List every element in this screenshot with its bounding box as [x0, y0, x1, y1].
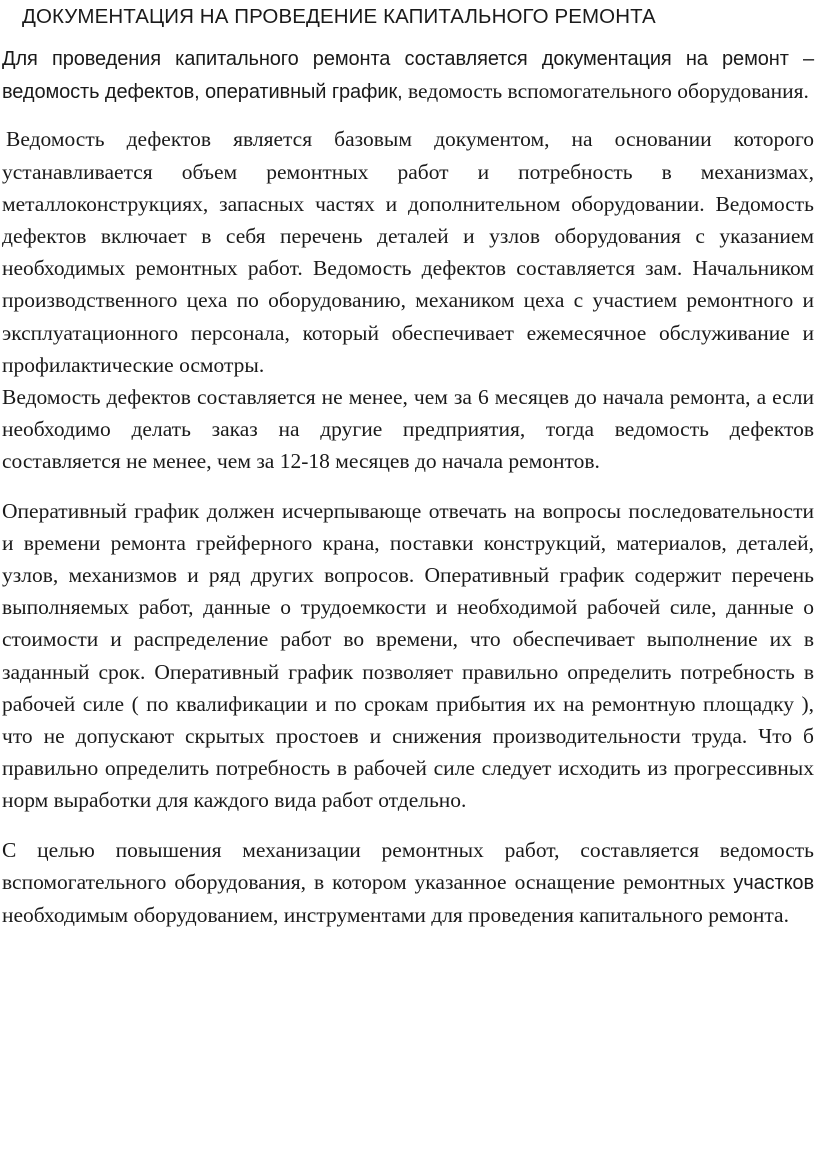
closing-sans-word: участков: [733, 871, 814, 894]
closing-text-after: необходимым оборудованием, инструментами для проведения капитального ремонта.: [2, 903, 789, 928]
intro-lead-text: Для проведения капитального ремонта составляется документация на ремонт – ведомость дефектов, оперативный график,: [2, 48, 814, 104]
paragraph-defects-timing: Ведомость дефектов составляется не менее, чем за 6 месяцев до начала ремонта, а если необходимо делать заказ на другие предприятия, тогда ведомость дефектов составляется не менее, чем за 12-18 месяцев до начала ремонтов.: [2, 385, 814, 474]
document-title: ДОКУМЕНТАЦИЯ НА ПРОВЕДЕНИЕ КАПИТАЛЬНОГО РЕМОНТА: [22, 5, 656, 28]
paragraph-defects-list: Ведомость дефектов является базовым документом, на основании которого устанавливается объем ремонтных работ и потребность в механизмах, металлоконструкциях, запасных частях и дополнительном оборудовании. Ведомость дефектов включает в себя перечень деталей и узлов оборудования с указанием необходимых ремонтных работ. Ведомость дефектов составляется зам. Начальником производственного цеха по оборудованию, механиком цеха с участием ремонтного и эксплуатационного персонала, который обеспечивает ежемесячное обслуживание и профилактические осмотры.: [2, 127, 814, 377]
paragraph-operational-schedule: Оперативный график должен исчерпывающе отвечать на вопросы последовательности и времени ремонта грейферного крана, поставки конструкций, материалов, деталей, узлов, механизмов и ряд других вопросов. Оперативный график содержит перечень выполняемых работ, данные о трудоемкости и необходимой рабочей силе, данные о стоимости и распределение работ во времени, что обеспечивает выполнение их в заданный срок. Оперативный график позволяет правильно определить потребность в рабочей силе ( по квалификации и по срокам прибытия их на ремонтную площадку ), что не допускают скрытых простоев и снижения производительности труда. Что б правильно определить потребность в рабочей силе следует исходить из прогрессивных норм выработки для каждого вида работ отдельно.: [2, 498, 814, 813]
intro-paragraph: [2, 42, 814, 108]
closing-paragraph: [2, 834, 814, 932]
closing-text-before: С целью повышения механизации ремонтных работ, составляется ведомость вспомогательного оборудования, в котором указанное оснащение ремонтных: [2, 837, 814, 894]
intro-rest-text: ведомость вспомогательного оборудования.: [402, 79, 809, 104]
